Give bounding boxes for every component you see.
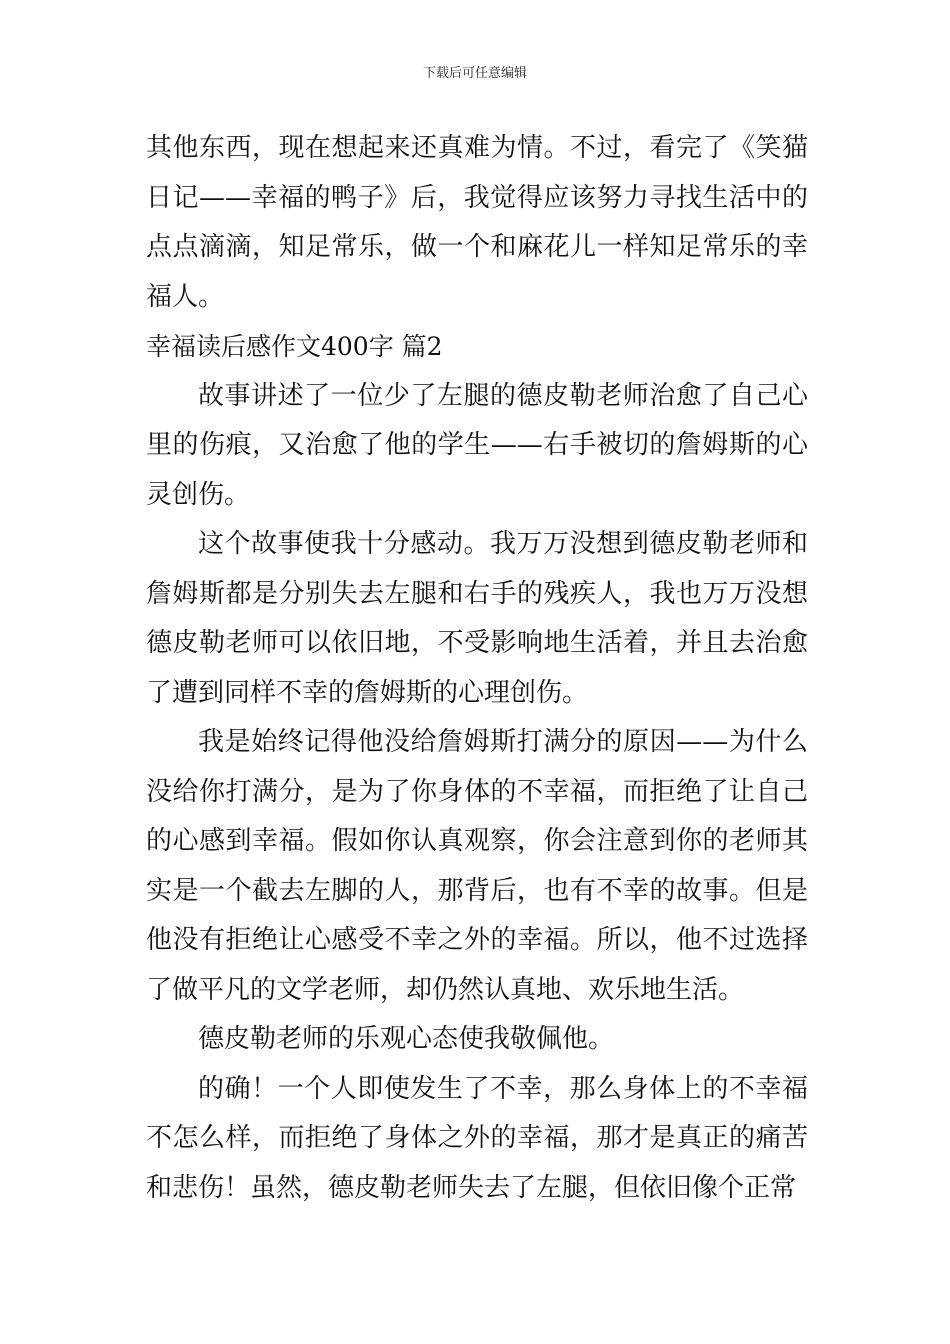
paragraph: 这个故事使我十分感动。我万万没想到德皮勒老师和詹姆斯都是分别失去左腿和右手的残疾人，我也万万没想德皮勒老师可以依旧地，不受影响地生活着，并且去治愈了遭到同样不幸的詹姆斯的心理创伤。 [146, 529, 808, 708]
section-heading: 幸福读后感作文400字 篇2 [146, 332, 443, 361]
page-header: 下载后可任意编辑 [422, 66, 527, 81]
paragraph: 我是始终记得他没给詹姆斯打满分的原因——为什么没给你打满分，是为了你身体的不幸福，而拒绝了让自己的心感到幸福。假如你认真观察，你会注意到你的老师其实是一个截去左脚的人，那背后，也有不幸的故事。但是他没有拒绝让心感受不幸之外的幸福。所以，他不过选择了做平凡的文学老师，却仍然认真地、欢乐地生活。 [146, 727, 808, 1005]
document-body [146, 124, 808, 1213]
paragraph-continued: 其他东西，现在想起来还真难为情。不过，看完了《笑猫日记——幸福的鸭子》后，我觉得应该努力寻找生活中的点点滴滴，知足常乐，做一个和麻花儿一样知足常乐的幸福人。 [146, 133, 808, 312]
paragraph: 故事讲述了一位少了左腿的德皮勒老师治愈了自己心里的伤痕，又治愈了他的学生——右手被切的詹姆斯的心灵创伤。 [146, 380, 808, 510]
paragraph: 的确！一个人即使发生了不幸，那么身体上的不幸福不怎么样，而拒绝了身体之外的幸福，那才是真正的痛苦和悲伤！虽然，德皮勒老师失去了左腿，但依旧像个正常 [146, 1073, 808, 1203]
paragraph: 德皮勒老师的乐观心态使我敬佩他。 [198, 1024, 615, 1054]
